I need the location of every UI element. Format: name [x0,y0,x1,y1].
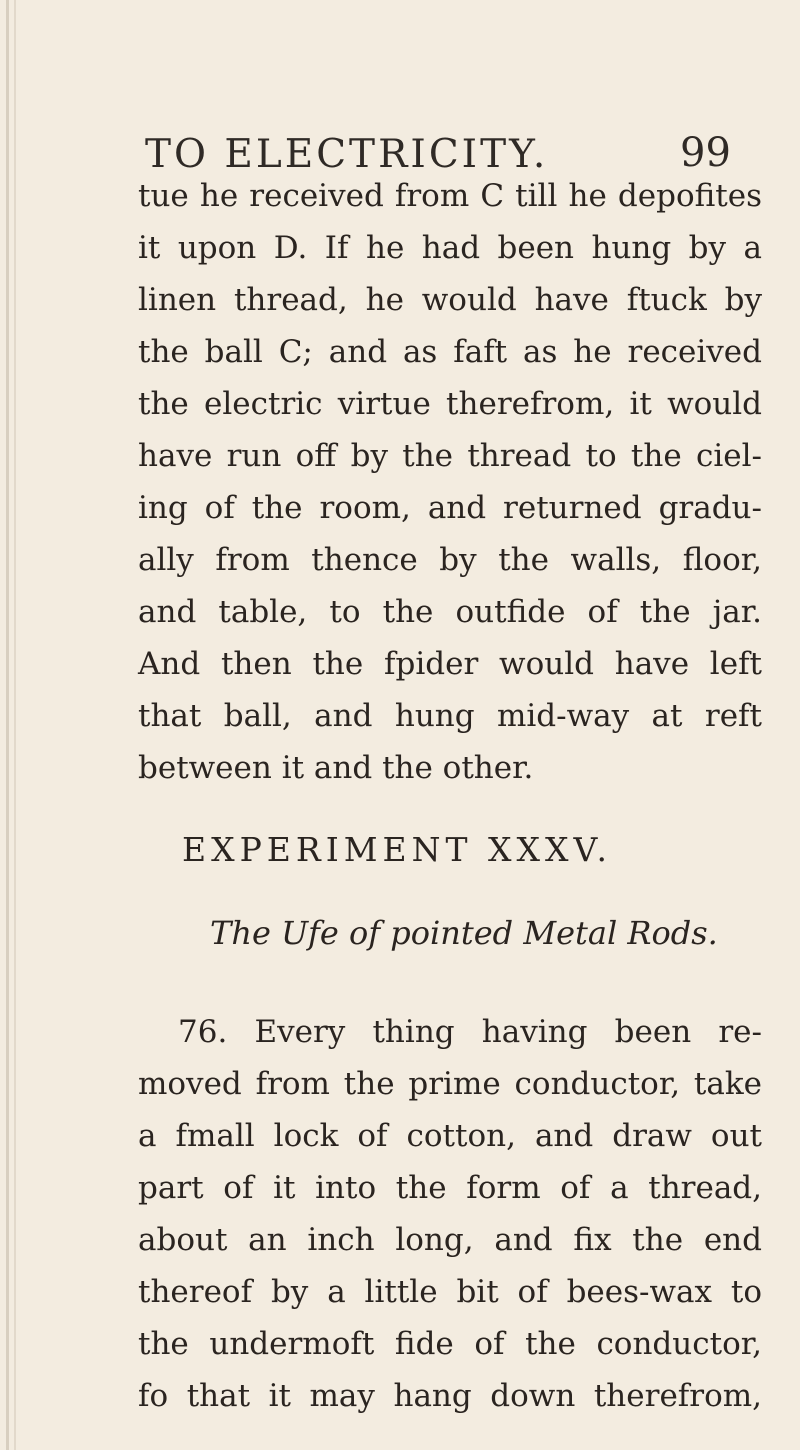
text-line: And then the fpider would have left [138,646,762,682]
experiment-subheading: The Ufe of pointed Metal Rods. [210,914,718,952]
binding-edge [6,0,9,1450]
binding-edge-inner [14,0,16,1450]
running-header: TO ELECTRICITY. [145,132,549,177]
text-line: ally from thence by the walls, floor, [138,542,762,578]
text-line: moved from the prime conductor, take [138,1066,762,1102]
text-line-indent: 76. Every thing having been re- [178,1014,762,1050]
experiment-heading: EXPERIMENT XXXV. [182,830,613,869]
text-line-last: between it and the other. [138,750,534,786]
text-line: have run off by the thread to the ciel- [138,438,762,474]
text-line: about an inch long, and fix the end [138,1222,762,1258]
text-line: the electric virtue therefrom, it would [138,386,762,422]
text-line: fo that it may hang down therefrom, [138,1378,762,1414]
text-line: ing of the room, and returned gradu- [138,490,762,526]
text-line: a fmall lock of cotton, and draw out [138,1118,762,1154]
text-line: tue he received from C till he depofites [138,178,762,214]
text-line: linen thread, he would have ftuck by [138,282,762,318]
text-line: thereof by a little bit of bees-wax to [138,1274,762,1310]
text-line: that ball, and hung mid-way at reft [138,698,762,734]
page-number: 99 [680,130,731,176]
text-line: the ball C; and as faft as he received [138,334,762,370]
text-line: part of it into the form of a thread, [138,1170,762,1206]
text-line: the undermoft fide of the conductor, [138,1326,762,1362]
text-line: and table, to the outfide of the jar. [138,594,762,630]
text-line: it upon D. If he had been hung by a [138,230,762,266]
